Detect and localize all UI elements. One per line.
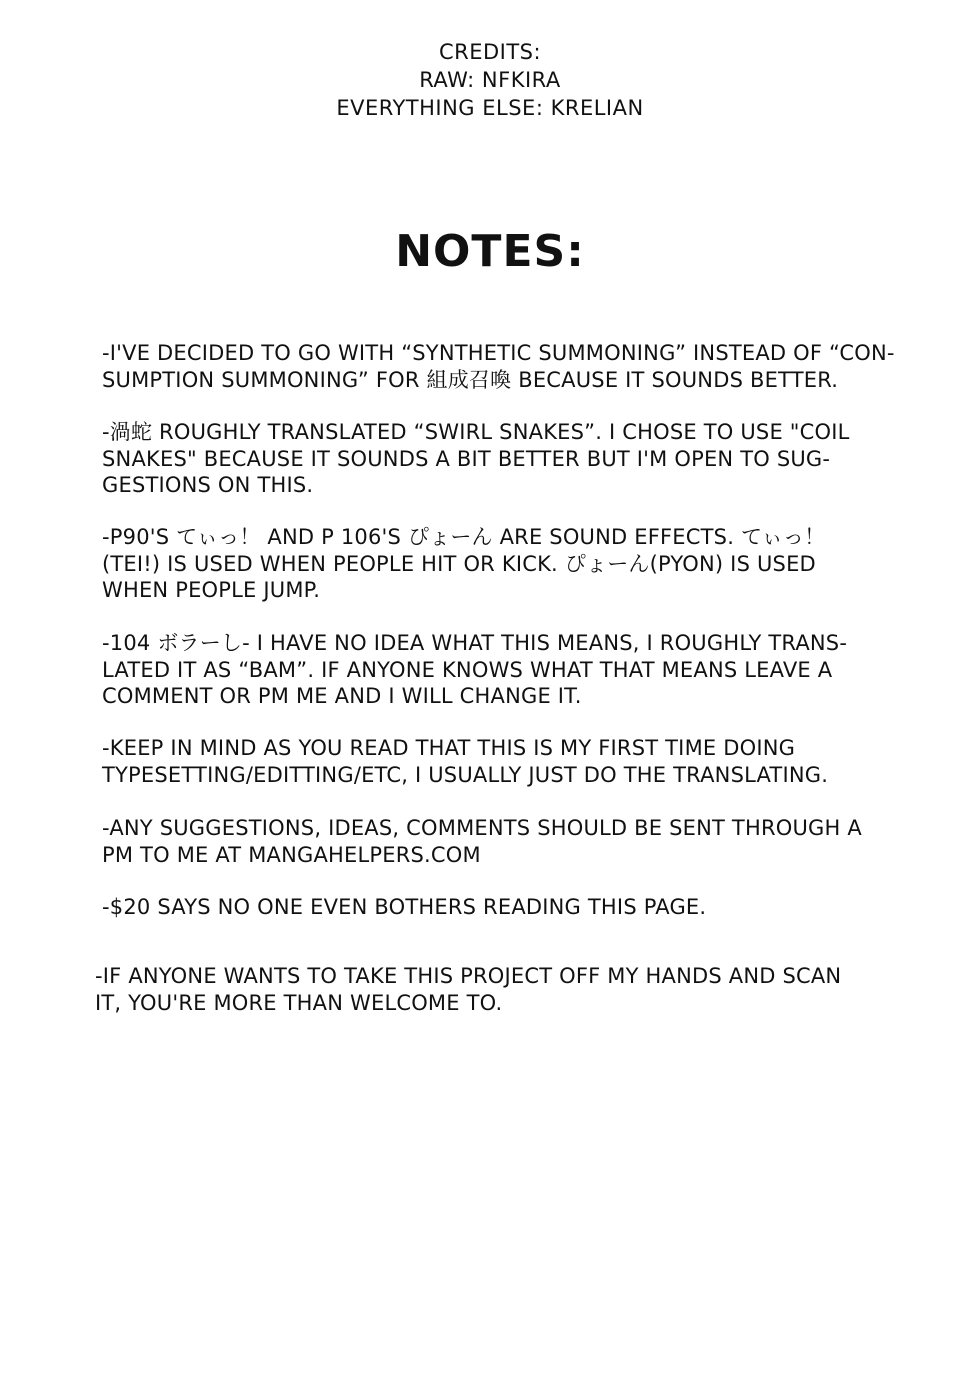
credits-block (0, 38, 980, 122)
note-line: SUMPTION SUMMONING” FOR 組成召喚 BECAUSE IT SOUNDS BETTER. (102, 367, 839, 392)
note-line: (TEI!) IS USED WHEN PEOPLE HIT OR KICK. ぴょーん(PYON) IS USED (102, 551, 816, 576)
notes-title: NOTES: (395, 226, 585, 277)
note-suggestions (102, 815, 902, 868)
note-first-time (102, 735, 902, 788)
note-take-project (95, 963, 895, 1016)
note-twenty-dollars (102, 894, 902, 921)
note-line: -$20 SAYS NO ONE EVEN BOTHERS READING THIS PAGE. (102, 895, 707, 919)
credits-everything-else: EVERYTHING ELSE: KRELIAN (336, 96, 644, 120)
note-sound-effects (102, 524, 902, 604)
note-line: -104 ボラーし- I HAVE NO IDEA WHAT THIS MEANS, I ROUGHLY TRANS- (102, 631, 848, 655)
note-line: SNAKES" BECAUSE IT SOUNDS A BIT BETTER BUT I'M OPEN TO SUG- (102, 446, 831, 471)
credits-heading: CREDITS: (438, 40, 542, 64)
note-line: -I'VE DECIDED TO GO WITH “SYNTHETIC SUMMONING” INSTEAD OF “CON- (102, 341, 895, 365)
note-line: COMMENT OR PM ME AND I WILL CHANGE IT. (102, 684, 582, 708)
note-coil-snakes (102, 419, 902, 499)
note-line: -IF ANYONE WANTS TO TAKE THIS PROJECT OFF MY HANDS AND SCAN (95, 964, 842, 988)
note-line: -ANY SUGGESTIONS, IDEAS, COMMENTS SHOULD BE SENT THROUGH A (102, 816, 862, 840)
note-line: IT, YOU'RE MORE THAN WELCOME TO. (95, 990, 503, 1015)
note-bam (102, 630, 902, 710)
note-line: -渦蛇 ROUGHLY TRANSLATED “SWIRL SNAKES”. I CHOSE TO USE "COIL (102, 420, 850, 444)
note-line: PM TO ME AT MANGAHELPERS.COM (102, 842, 481, 867)
note-line: -KEEP IN MIND AS YOU READ THAT THIS IS MY FIRST TIME DOING (102, 736, 796, 760)
credits-raw: RAW: NFKIRA (419, 68, 561, 92)
note-line: -P90'S てぃっ！ AND P 106'S ぴょーん ARE SOUND EFFECTS. てぃっ！ (102, 525, 826, 549)
note-line: TYPESETTING/EDITTING/ETC, I USUALLY JUST DO THE TRANSLATING. (102, 762, 829, 787)
note-line: WHEN PEOPLE JUMP. (102, 578, 321, 602)
note-line: GESTIONS ON THIS. (102, 473, 314, 497)
note-line: LATED IT AS “BAM”. IF ANYONE KNOWS WHAT THAT MEANS LEAVE A (102, 657, 833, 682)
note-synthetic-summoning (102, 340, 902, 393)
